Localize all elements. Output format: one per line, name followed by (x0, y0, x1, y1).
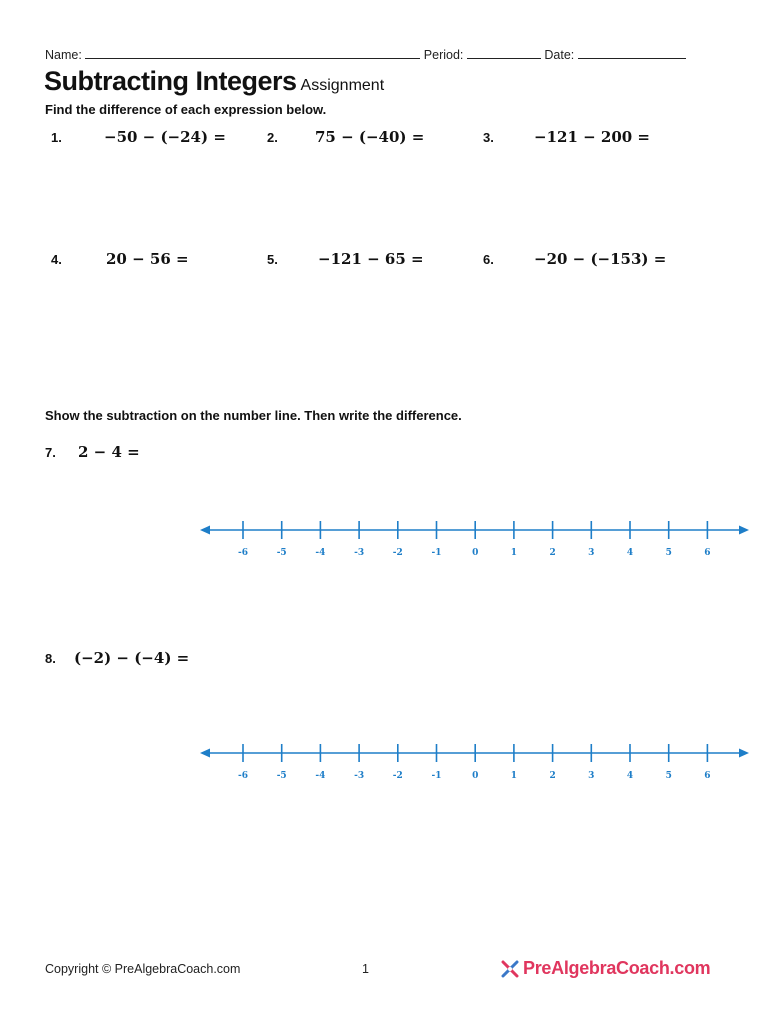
problem-5-number: 5. (267, 252, 278, 267)
tick-label: -5 (276, 548, 287, 558)
problem-5-expression: −121 − 65 = (318, 250, 424, 268)
number-line-1 (196, 508, 756, 568)
tick-label: 2 (549, 548, 556, 558)
tick-label: -3 (354, 771, 365, 781)
problem-6-number: 6. (483, 252, 494, 267)
tick-label: 3 (588, 771, 595, 781)
page-number: 1 (362, 962, 369, 976)
tick-label: -1 (431, 771, 442, 781)
brand-logo[interactable] (500, 958, 710, 979)
problem-7-number: 7. (45, 445, 56, 460)
problem-1-number: 1. (51, 130, 62, 145)
tick-label: 4 (626, 548, 634, 558)
problem-7-expression: 2 − 4 = (78, 443, 140, 461)
date-field[interactable] (578, 47, 686, 59)
problem-8-number: 8. (45, 651, 56, 666)
tick-label: 6 (704, 771, 711, 781)
name-label: Name: (45, 48, 82, 62)
problem-3-number: 3. (483, 130, 494, 145)
problem-3-expression: −121 − 200 = (534, 128, 650, 146)
arrow-right-icon (739, 749, 749, 758)
tick-label: 1 (510, 771, 518, 781)
number-line-2 (196, 731, 756, 791)
tick-label: -4 (315, 771, 326, 781)
footer-copyright: Copyright © PreAlgebraCoach.com (45, 962, 241, 976)
arrow-left-icon (200, 749, 210, 758)
section1-instruction: Find the difference of each expression below. (45, 102, 327, 117)
problem-8-expression: (−2) − (−4) = (74, 649, 190, 667)
tick-label: -1 (431, 548, 442, 558)
date-label: Date: (544, 48, 575, 62)
tick-label: 5 (665, 548, 672, 558)
tick-label: 0 (472, 771, 479, 781)
tick-label: 1 (510, 548, 518, 558)
problem-2-number: 2. (267, 130, 278, 145)
period-field[interactable] (467, 47, 541, 59)
title-subtitle: Assignment (300, 77, 385, 94)
problem-4-expression: 20 − 56 = (106, 250, 189, 268)
arrow-right-icon (739, 526, 749, 535)
section2-instruction: Show the subtraction on the number line. Then write the difference. (45, 408, 462, 423)
header-line (45, 47, 686, 62)
period-label: Period: (423, 48, 464, 62)
tick-label: 2 (549, 771, 556, 781)
tick-label: -2 (392, 771, 403, 781)
problem-1-expression: −50 − (−24) = (104, 128, 226, 146)
tick-label: 6 (704, 548, 711, 558)
title-text: Subtracting Integers (44, 66, 297, 96)
problem-4-number: 4. (51, 252, 62, 267)
tick-label: 5 (665, 771, 672, 781)
problem-6-expression: −20 − (−153) = (534, 250, 667, 268)
name-field[interactable] (85, 47, 420, 59)
tick-label: 3 (588, 548, 595, 558)
problem-2-expression: 75 − (−40) = (315, 128, 425, 146)
tick-label: -6 (238, 771, 248, 781)
tick-label: -3 (354, 548, 365, 558)
tick-label: 0 (472, 548, 479, 558)
pencil-ruler-icon (500, 959, 520, 979)
page-title (44, 66, 384, 97)
tick-label: -6 (238, 548, 248, 558)
logo-text: PreAlgebraCoach.com (523, 958, 711, 978)
tick-label: -4 (315, 548, 326, 558)
tick-label: 4 (626, 771, 634, 781)
arrow-left-icon (200, 526, 210, 535)
tick-label: -5 (276, 771, 287, 781)
tick-label: -2 (392, 548, 403, 558)
